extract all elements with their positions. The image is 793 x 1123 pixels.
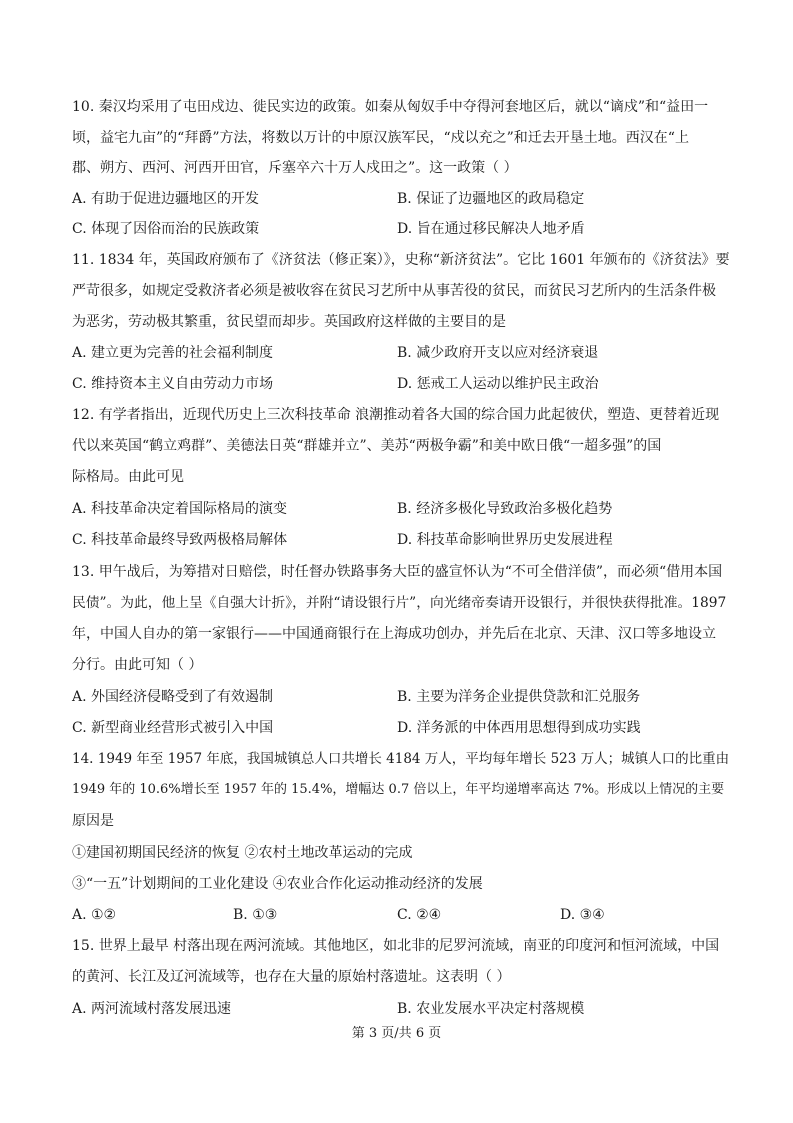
q12-line-2: 代以来英国“鹤立鸡群”、美德法日英“群雄并立”、美苏“两极争霸”和美中欧日俄“一超多强”的国 [72,438,662,454]
q11-option-a: A. 建立更为完善的社会福利制度 [72,345,274,361]
q13-line-4: 分行。由此可知（ ） [72,657,203,673]
q14-option-c: C. ②④ [397,907,442,923]
q11-line-2: 严苛很多，如规定受救济者必须是被收容在贫民习艺所中从事苦役的贫民，而贫民习艺所内的生活条件极 [72,283,716,299]
q12-option-b: B. 经济多极化导致政治多极化趋势 [397,501,613,517]
q12-option-d: D. 科技革命影响世界历史发展进程 [397,532,613,548]
q12-line-3: 际格局。由此可见 [72,469,184,485]
q13-option-d: D. 洋务派的中体西用思想得到成功实践 [397,720,641,736]
q12-line-1: 12. 有学者指出，近现代历史上三次科技革命 浪潮推动着各大国的综合国力此起彼伏，塑造、更替着近现 [72,407,720,423]
q15-line-1: 15. 世界上最早 村落出现在两河流域。其他地区，如北非的尼罗河流域，南亚的印度河和恒河流域，中国 [72,938,720,954]
q14-line-1: 14. 1949 年至 1957 年底，我国城镇总人口共增长 4184 万人，平均每年增长 523 万人；城镇人口的比重由 [72,751,730,767]
q13-line-2: 民债”。为此，他上呈《自强大计折》，并附“请设银行片”，向光绪帝奏请开设银行，并很快获得批准。1897 [72,595,727,611]
q11-option-b: B. 减少政府开支以应对经济衰退 [397,345,599,361]
q10-line-1: 10. 秦汉均采用了屯田戍边、徙民实边的政策。如秦从匈奴手中夺得河套地区后，就以“谪戍”和“益田一 [72,99,709,115]
q10-line-2: 顷，益宅九亩”的“拜爵”方法，将数以万计的中原汉族军民，“戍以充之”和迁去开垦土地。西汉在“上 [72,130,689,146]
page-number-footer: 第 3 页/共 6 页 [351,1026,442,1041]
q14-option-d: D. ③④ [560,907,605,923]
q10-option-a: A. 有助于促进边疆地区的开发 [72,191,260,207]
q15-option-b: B. 农业发展水平决定村落规模 [397,1001,585,1017]
q10-option-b: B. 保证了边疆地区的政局稳定 [397,191,585,207]
q14-option-a: A. ①② [72,907,117,923]
q10-line-3: 郡、朔方、西河、河西开田官，斥塞卒六十万人戍田之”。这一政策（ ） [72,160,518,176]
q11-line-3: 为恶劣，劳动极其繁重，贫民望而却步。英国政府这样做的主要目的是 [72,314,506,330]
q10-option-c: C. 体现了因俗而治的民族政策 [72,221,260,237]
q12-option-a: A. 科技革命决定着国际格局的演变 [72,501,288,517]
q13-line-3: 年，中国人自办的第一家银行——中国通商银行在上海成功创办，并先后在北京、天津、汉口等多地设立 [72,626,716,642]
q14-statement-2: ③“一五”计划期间的工业化建设 ④农业合作化运动推动经济的发展 [72,876,483,892]
q11-option-d: D. 惩戒工人运动以维护民主政治 [397,376,599,392]
q11-line-1: 11. 1834 年，英国政府颁布了《济贫法（修正案）》，史称“新济贫法”。它比 1601 年颁布的《济贫法》要 [72,252,730,268]
q14-line-3: 原因是 [72,813,114,829]
q15-line-2: 的黄河、长江及辽河流域等，也存在大量的原始村落遗址。这表明（ ） [72,969,511,985]
q13-option-a: A. 外国经济侵略受到了有效遏制 [72,689,274,705]
q12-option-c: C. 科技革命最终导致两极格局解体 [72,532,288,548]
q13-option-b: B. 主要为洋务企业提供贷款和汇兑服务 [397,689,641,705]
q15-option-a: A. 两河流域村落发展迅速 [72,1001,232,1017]
q11-option-c: C. 维持资本主义自由劳动力市场 [72,376,274,392]
q10-option-d: D. 旨在通过移民解决人地矛盾 [397,221,585,237]
q14-line-2: 1949 年的 10.6%增长至 1957 年的 15.4%，增幅达 0.7 倍以上，年平均递增率高达 7%。形成以上情况的主要 [72,782,725,797]
q14-option-b: B. ①③ [233,907,278,923]
q13-line-1: 13. 甲午战后，为筹措对日赔偿，时任督办铁路事务大臣的盛宣怀认为“不可全借洋债”，而必须“借用本国 [72,564,723,580]
q14-statement-1: ①建国初期国民经济的恢复 ②农村土地改革运动的完成 [72,845,413,861]
q13-option-c: C. 新型商业经营形式被引入中国 [72,720,274,736]
